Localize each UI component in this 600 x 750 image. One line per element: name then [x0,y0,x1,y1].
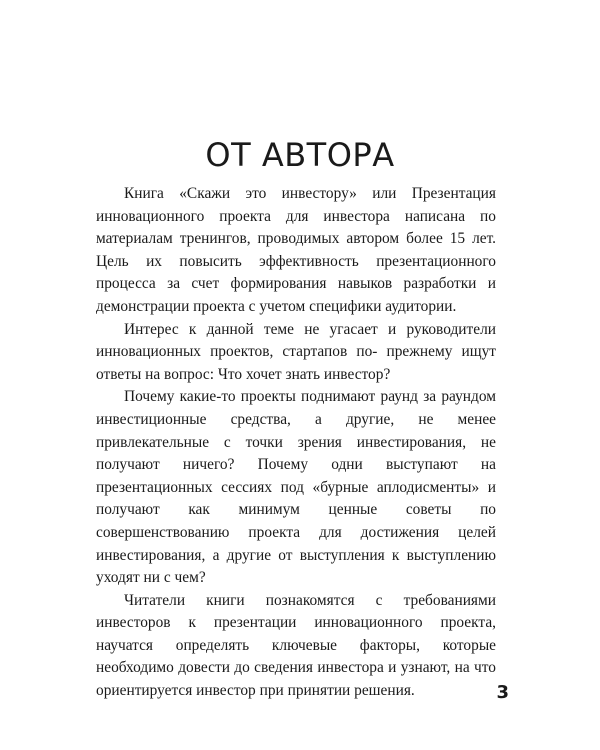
paragraph: Почему какие-то проекты поднимают раунд за раундом инвестиционные средства, а другие, не менее привлекательные с точки зрения инвестирования, не получают ничего? Почему одни выступают на презентационных сессиях под «бурные аплодисменты» и получают как минимум ценные советы по совершенствованию проекта для достижения целей инвестирования, а другие от выступления к выступлению уходят ни с чем? [96,388,496,587]
body-text [96,183,496,703]
paragraph: Интерес к данной теме не угасает и руководители инновационных проектов, стартапов по- прежнему ищут ответы на вопрос: Что хочет знать инвестор? [96,320,496,383]
paragraph: Книга «Скажи это инвестору» или Презентация инновационного проекта для инвестора написана по материалам тренингов, проводимых автором более 15 лет. Цель их повысить эффективность презентационного процесса за счет формирования навыков разработки и демонстрации проекта с учетом специфики аудитории. [96,185,496,315]
paragraph: Читатели книги познакомятся с требованиями инвесторов к презентации инновационного проекта, научатся определять ключевые факторы, которые необходимо довести до сведения инвестора и узнают, на что ориентируется инвестор при принятии решения. [96,591,496,700]
chapter-title: ОТ АВТОРА [205,136,395,174]
page-number: 3 [496,682,509,703]
